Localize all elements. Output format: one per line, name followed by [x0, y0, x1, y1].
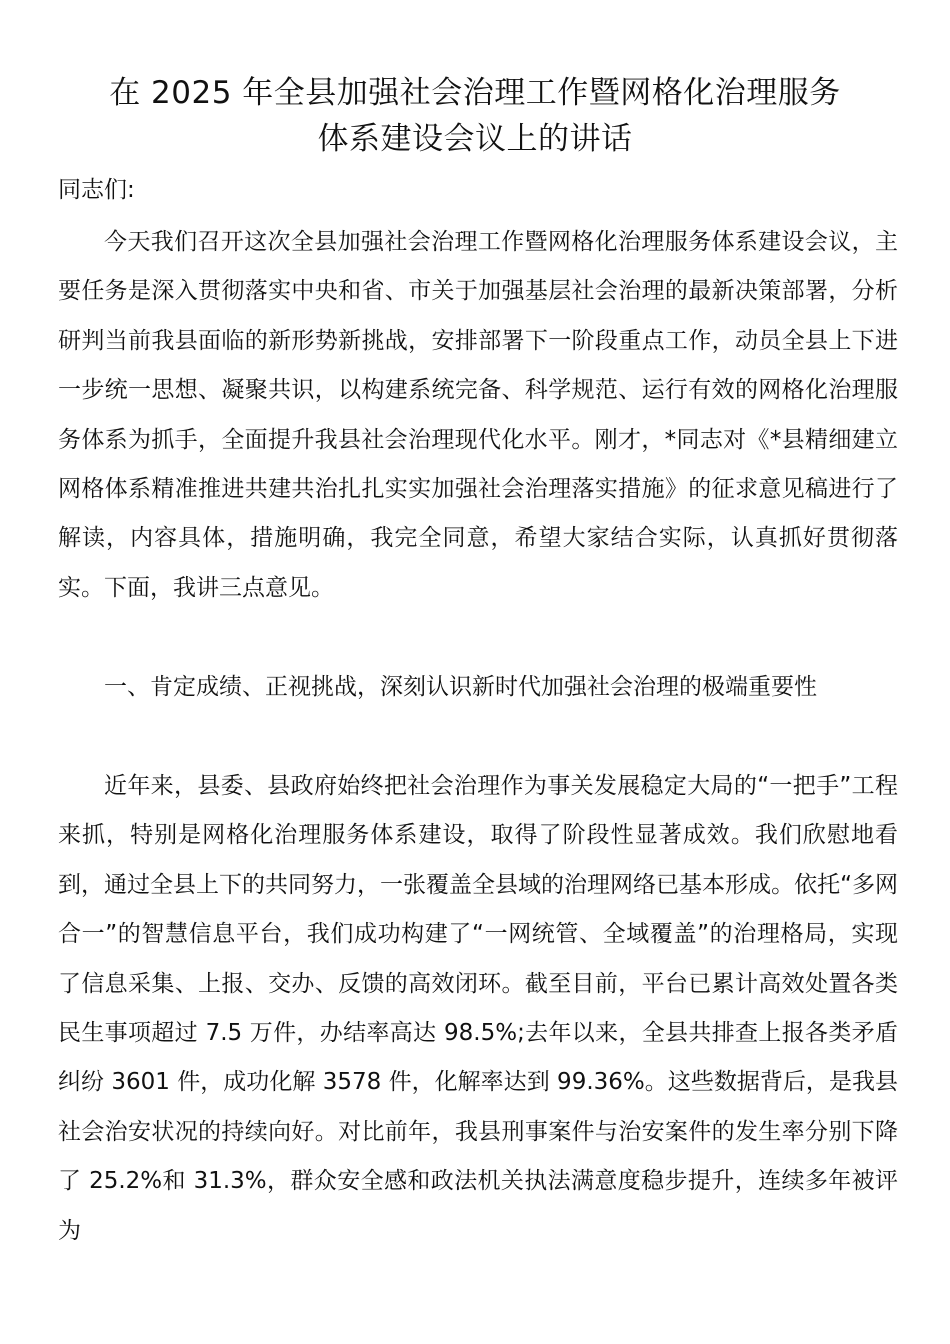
- section-heading-1: 一、肯定成绩、正视挑战，深刻认识新时代加强社会治理的极端重要性: [104, 674, 817, 700]
- salutation: 同志们:: [58, 177, 135, 203]
- paragraph-achievements: 近年来，县委、县政府始终把社会治理作为事关发展稳定大局的“一把手”工程来抓，特别是网格化治理服务体系建设，取得了阶段性显著成效。我们欣慰地看到，通过全县上下的共同努力，一张覆盖全县域的治理网络已基本形成。依托“多网合一”的智慧信息平台，我们成功构建了“一网统管、全域覆盖”的治理格局，实现了信息采集、上报、交办、反馈的高效闭环。截至目前，平台已累计高效处置各类民生事项超过 7.5 万件，办结率高达 98.5%;去年以来，全县共排查上报各类矛盾纠纷 3601 件，成功化解 3578 件，化解率达到 99.36%。这些数据背后，是我县社会治安状况的持续向好。对比前年，我县刑事案件与治安案件的发生率分别下降了 25.2%和 31.3%，群众安全感和政法机关执法满意度稳步提升，连续多年被评为: [58, 773, 898, 1244]
- document-title-line-1: 在 2025 年全县加强社会治理工作暨网格化治理服务: [109, 75, 841, 111]
- document-title-line-2: 体系建设会议上的讲话: [317, 121, 633, 157]
- paragraph-intro: 今天我们召开这次全县加强社会治理工作暨网格化治理服务体系建设会议，主要任务是深入贯彻落实中央和省、市关于加强基层社会治理的最新决策部署，分析研判当前我县面临的新形势新挑战，安排部署下一阶段重点工作，动员全县上下进一步统一思想、凝聚共识，以构建系统完备、科学规范、运行有效的网格化治理服务体系为抓手，全面提升我县社会治理现代化水平。刚才，*同志对《*县精细建立网格体系精准推进共建共治扎扎实实加强社会治理落实措施》的征求意见稿进行了解读，内容具体，措施明确，我完全同意，希望大家结合实际，认真抓好贯彻落实。下面，我讲三点意见。: [58, 229, 898, 601]
